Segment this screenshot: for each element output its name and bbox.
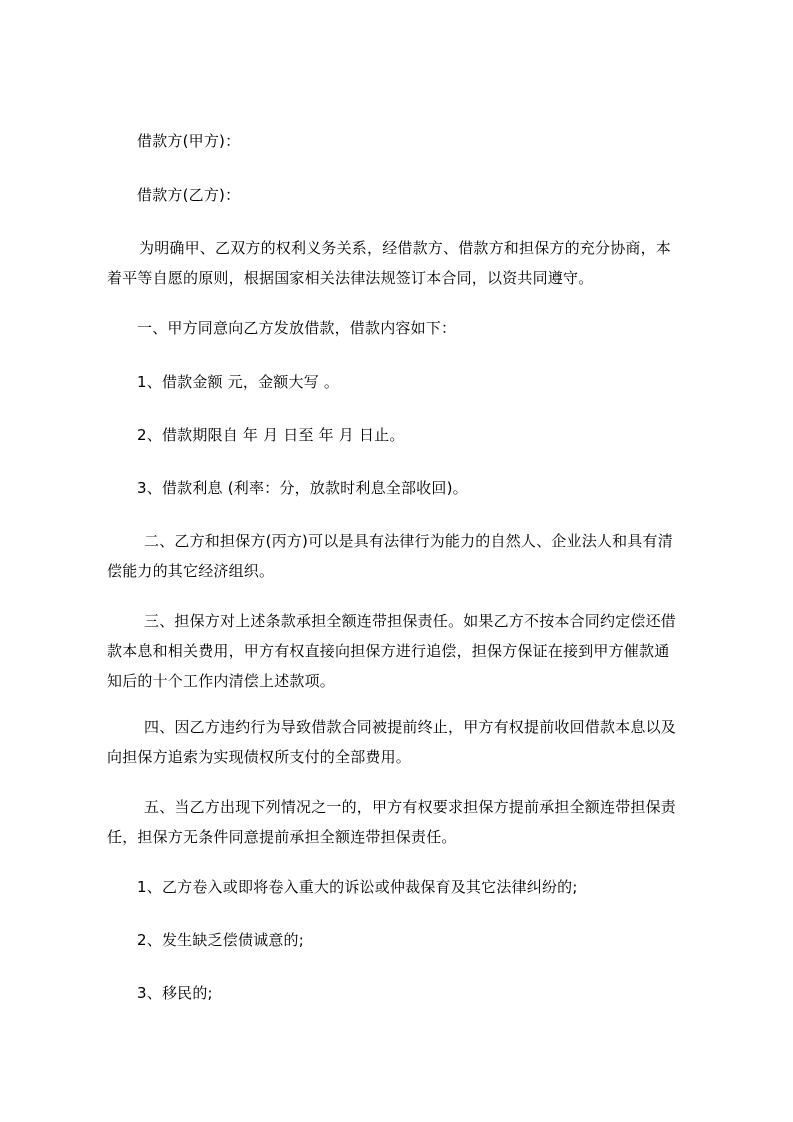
loan-term-item (137, 420, 405, 450)
paragraph-line: 偿能力的其它经济组织。 (107, 562, 275, 580)
preamble-paragraph (107, 233, 671, 293)
clause-3-paragraph (107, 606, 676, 696)
paragraph-line: 任，担保方无条件同意提前承担全额连带担保责任。 (107, 828, 457, 846)
paragraph-line: 借款方(甲方)： (137, 132, 241, 150)
borrower-party-b-line (137, 180, 240, 210)
paragraph-line: 3、借款利息 (利率：分，放款时利息全部收回)。 (137, 479, 468, 497)
paragraph-line: 款本息和相关费用，甲方有权直接向担保方进行追偿，担保方保证在接到甲方催款通 (107, 642, 670, 660)
paragraph-line: 知后的十个工作内清偿上述款项。 (107, 672, 336, 690)
paragraph-line: 1、借款金额 元，金额大写 。 (137, 373, 340, 391)
paragraph-line: 借款方(乙方)： (137, 186, 241, 204)
paragraph-line: 2、借款期限自 年 月 日至 年 月 日止。 (137, 426, 405, 444)
lender-party-a-line (137, 126, 240, 156)
paragraph-line: 着平等自愿的原则，根据国家相关法律法规签订本合同，以资共同遵守。 (107, 269, 594, 287)
condition-1-item (137, 872, 578, 902)
paragraph-line: 一、甲方同意向乙方发放借款，借款内容如下： (137, 319, 457, 337)
loan-amount-item (137, 367, 339, 397)
paragraph-line: 三、担保方对上述条款承担全额连带担保责任。如果乙方不按本合同约定偿还借 (144, 612, 677, 630)
paragraph-line: 1、乙方卷入或即将卷入重大的诉讼或仲裁保育及其它法律纠纷的; (137, 878, 578, 896)
paragraph-line: 五、当乙方出现下列情况之一的，甲方有权要求担保方提前承担全额连带担保责 (144, 798, 677, 816)
paragraph-line: 为明确甲、乙双方的权利义务关系，经借款方、借款方和担保方的充分协商，本 (139, 239, 672, 257)
clause-4-paragraph (107, 712, 676, 772)
condition-2-item (137, 925, 304, 955)
paragraph-line: 3、移民的; (137, 984, 213, 1002)
clause-2-paragraph (107, 526, 673, 586)
paragraph-line: 四、因乙方违约行为导致借款合同被提前终止，甲方有权提前收回借款本息以及 (144, 718, 677, 736)
paragraph-line: 2、发生缺乏偿债诚意的; (137, 931, 304, 949)
paragraph-line: 二、乙方和担保方(丙方)可以是具有法律行为能力的自然人、企业法人和具有清 (144, 532, 673, 550)
clause-5-paragraph (107, 792, 676, 852)
clause-1-heading (137, 313, 456, 343)
condition-3-item (137, 978, 213, 1008)
paragraph-line: 向担保方追索为实现债权所支付的全部费用。 (107, 748, 412, 766)
loan-interest-item (137, 473, 468, 503)
